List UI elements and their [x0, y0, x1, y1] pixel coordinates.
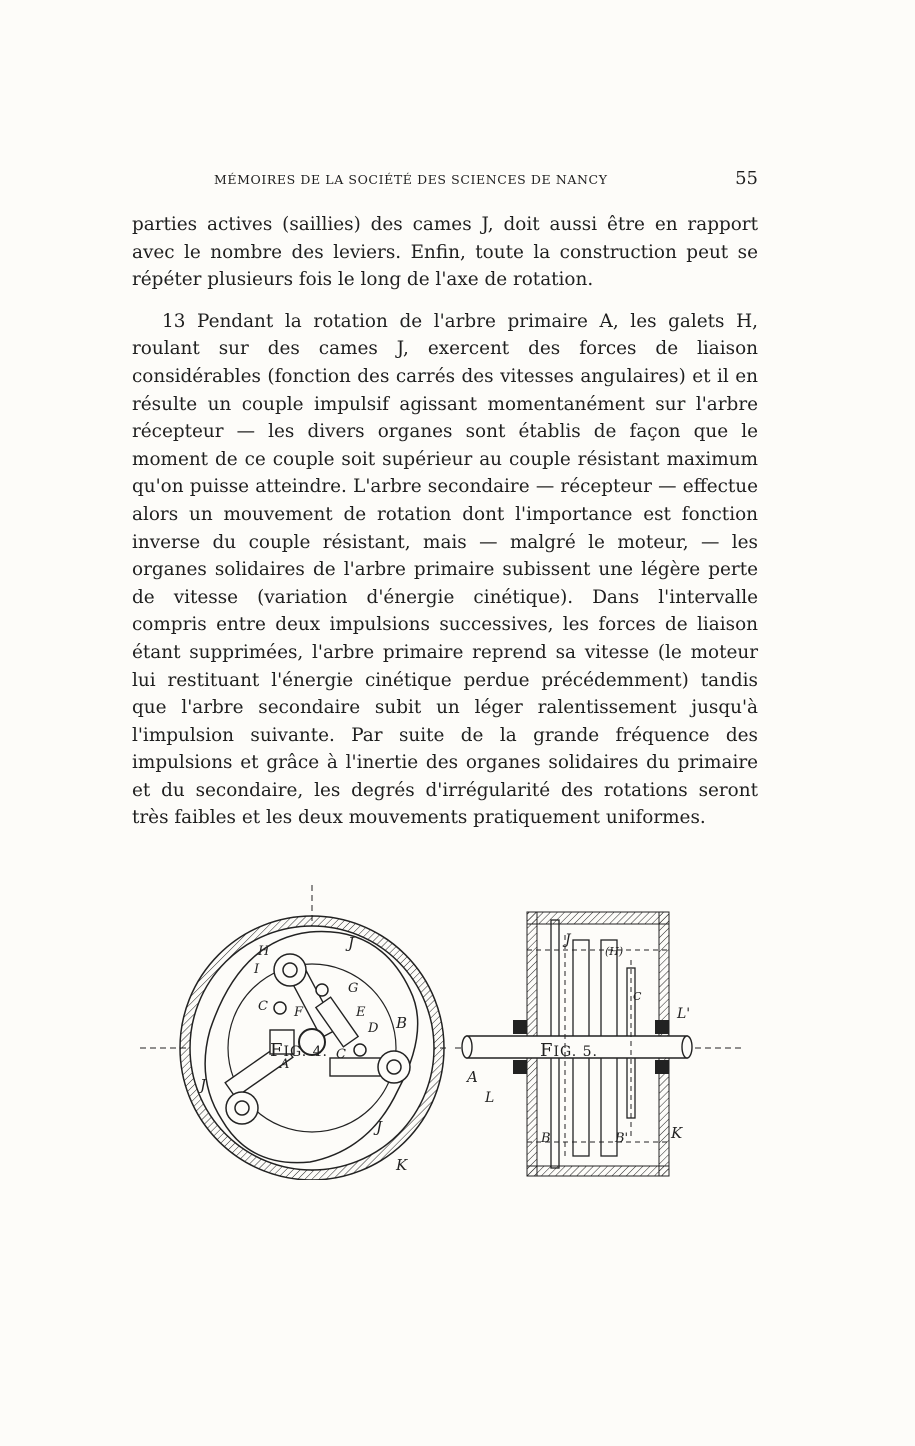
figure-4-caption [270, 1040, 328, 1061]
fig5-label-k: K [671, 1124, 683, 1142]
fig4-label-b: B [396, 1014, 408, 1032]
fig4-label-g: G [348, 981, 359, 996]
fig4-label-h: H [258, 944, 270, 959]
fig4-caption-rest: IG. 4. [283, 1044, 328, 1060]
fig4-label-k: K [396, 1156, 408, 1174]
fig4-label-f: F [294, 1005, 304, 1020]
figure-5-caption [540, 1040, 598, 1061]
running-header [130, 168, 760, 192]
paragraph-13: 13 Pendant la rotation de l'arbre primaire A, les galets H, roulant sur des cames J, exercent des forces de liaison considérables (fonction des carrés des vitesses angulaires) et il en résulte un couple impulsif agissant momentanément sur l'arbre récepteur — les divers organes sont établis de façon que le moment de ce couple soit supérieur au couple résistant maximum qu'on puisse atteindre. L'arbre secondaire — récepteur — effectue alors un mouvement de rotation dont l'importance est fonction inverse du couple résistant, mais — malgré le moteur, — les organes solidaires de l'arbre primaire subissent une légère perte de vitesse (variation d'énergie cinétique). Dans l'intervalle compris entre deux impulsions successives, les forces de liaison étant supprimées, l'arbre primaire reprend sa vitesse (le moteur lui restituant l'énergie cinétique perdue précédemment) tandis que l'arbre secondaire subit un léger ralentissement jusqu'à l'impulsion suivante. Par suite de la grande fréquence des impulsions et grâce à l'inertie des organes solidaires du primaire et du secondaire, les degrés d'irrégularité des rotations seront très faibles et les deux mouvements pratiquement uniformes. [132, 310, 758, 829]
running-title: MÉMOIRES DE LA SOCIÉTÉ DES SCIENCES DE NANCY [214, 172, 608, 187]
fig5-label-a: A [467, 1068, 478, 1086]
fig5-label-b-prime: B' [615, 1131, 629, 1146]
fig5-label-j: J [565, 932, 571, 948]
fig5-label-b: B [541, 1131, 551, 1146]
figure-4 [130, 880, 460, 1180]
fig5-label-c: C [633, 990, 642, 1003]
fig5-caption-rest: IG. 5. [553, 1044, 598, 1060]
fig5-label-l: L [485, 1090, 495, 1106]
paragraph-continuation: parties actives (saillies) des cames J, doit aussi être en rapport avec le nombre des leviers. Enfin, toute la construction peut se répéter plusieurs fois le long de l'axe de rotation. [132, 214, 758, 291]
fig4-label-d: D [368, 1021, 379, 1036]
fig4-label-c-mid: C [336, 1047, 346, 1062]
page-number: 55 [735, 168, 758, 189]
body-text [132, 211, 758, 832]
fig4-label-e: E [356, 1005, 366, 1020]
fig4-caption-prefix: F [270, 1040, 284, 1061]
figure-5 [455, 880, 755, 1180]
fig4-label-j-right: J [376, 1118, 383, 1136]
fig4-label-c-left: C [258, 999, 268, 1014]
fig4-label-j-top: J [348, 934, 355, 952]
fig5-caption-prefix: F [540, 1040, 554, 1061]
fig5-label-h: (H) [605, 945, 624, 958]
fig4-label-j-left: J [200, 1076, 207, 1094]
fig5-label-l-prime: L' [677, 1006, 691, 1022]
fig4-label-i: I [254, 962, 260, 977]
fig4-label-a: A [280, 1057, 290, 1072]
figures [130, 880, 760, 1180]
